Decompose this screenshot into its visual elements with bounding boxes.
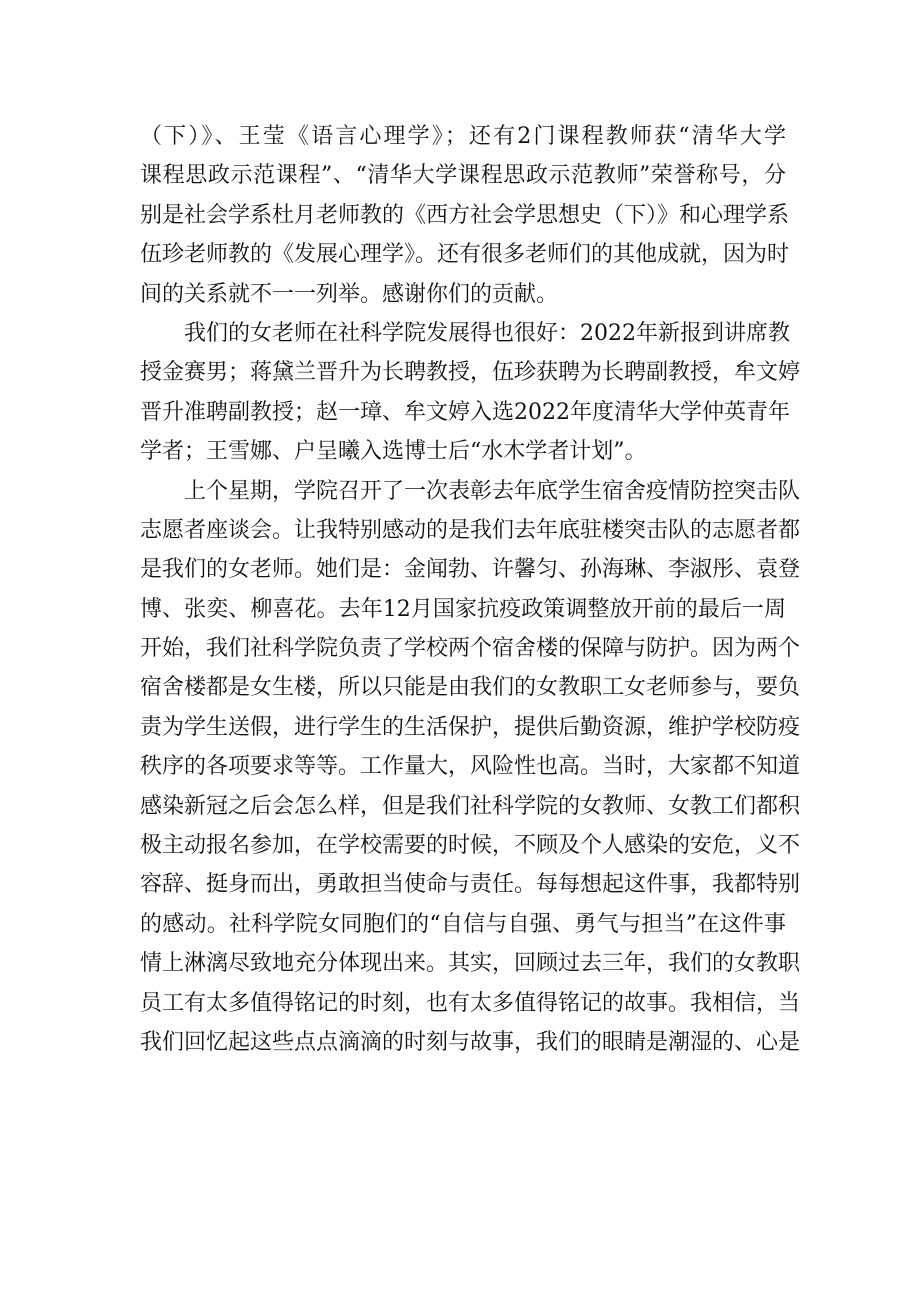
text-line: 学者；王雪娜、户呈曦入选博士后“水木学者计划”。: [140, 439, 647, 465]
text-line: 是我们的女老师。她们是：金闻勃、许馨匀、孙海琳、李淑彤、袁登: [140, 557, 801, 583]
text-line: 极主动报名参加，在学校需要的时候，不顾及个人感染的安危，义不: [140, 833, 801, 859]
text-line: 我们的女老师在社科学院发展得也很好：2022年新报到讲席教: [184, 320, 790, 346]
body-text: [140, 117, 801, 1062]
text-line: 容辞、挺身而出，勇敢担当使命与责任。每每想起这件事，我都特别: [140, 872, 801, 898]
text-line: 感染新冠之后会怎么样，但是我们社科学院的女教师、女教工们都积: [140, 793, 801, 819]
text-line: 伍珍老师教的《发展心理学》。还有很多老师们的其他成就，因为时: [140, 242, 790, 268]
text-line: 志愿者座谈会。让我特别感动的是我们去年底驻楼突击队的志愿者都: [140, 517, 801, 543]
paragraph-1: [140, 117, 790, 314]
text-line: 间的关系就不一一列举。感谢你们的贡献。: [140, 281, 559, 307]
text-line: 责为学生送假，进行学生的生活保护，提供后勤资源，维护学校防疫: [140, 714, 801, 740]
text-line: 宿舍楼都是女生楼，所以只能是由我们的女教职工女老师参与，要负: [140, 675, 801, 701]
text-line: 博、张奕、柳喜花。去年12月国家抗疫政策调整放开前的最后一周: [140, 596, 786, 622]
text-line: 我们回忆起这些点点滴滴的时刻与故事，我们的眼睛是潮湿的、心是: [140, 1029, 801, 1055]
text-line: 开始，我们社科学院负责了学校两个宿舍楼的保障与防护。因为两个: [140, 636, 801, 662]
text-line: 员工有太多值得铭记的时刻，也有太多值得铭记的故事。我相信，当: [140, 990, 801, 1016]
paragraph-2: [140, 314, 801, 472]
text-line: 的感动。社科学院女同胞们的“自信与自强、勇气与担当”在这件事: [140, 911, 786, 937]
text-line: 课程思政示范课程”、“清华大学课程思政示范教师”荣誉称号，分: [140, 163, 786, 189]
text-line: 晋升准聘副教授；赵一璋、牟文婷入选2022年度清华大学仲英青年: [140, 399, 790, 425]
text-line: 授金赛男；蒋黛兰晋升为长聘教授，伍珍获聘为长聘副教授，牟文婷: [140, 360, 801, 386]
text-line: 别是社会学系杜月老师教的《西方社会学思想史（下）》和心理学系: [140, 202, 790, 228]
text-line: 秩序的各项要求等等。工作量大，风险性也高。当时，大家都不知道: [140, 754, 801, 780]
text-line: （下）》、王莹《语言心理学》；还有2门课程教师获“清华大学: [140, 124, 786, 149]
text-line: 情上淋漓尽致地充分体现出来。其实，回顾过去三年，我们的女教职: [140, 951, 801, 977]
paragraph-3: [140, 472, 801, 1063]
text-line: 上个星期，学院召开了一次表彰去年底学生宿舍疫情防控突击队: [184, 478, 801, 504]
